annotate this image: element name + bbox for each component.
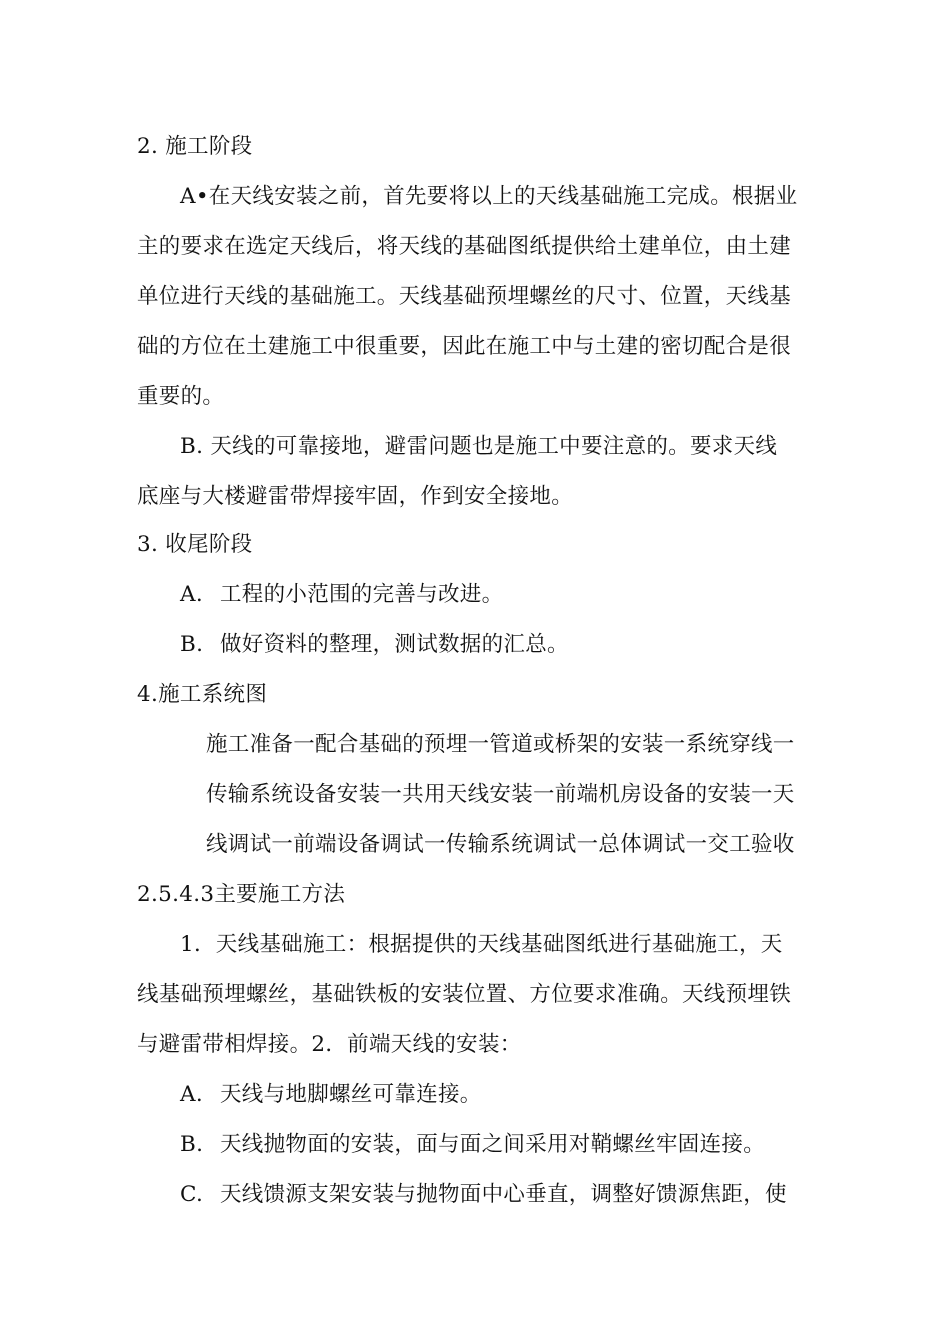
list-item-text: 做好资料的整理，测试数据的汇总。 [220,632,569,657]
list-marker: A. [180,1082,203,1107]
list-item-text: 天线与地脚螺丝可靠连接。 [220,1082,482,1107]
list-marker: B. [180,632,204,657]
section-heading-system-diagram: 4.施工系统图 [137,682,268,707]
methods-paragraph-line: 线基础预埋螺丝，基础铁板的安装位置、方位要求准确。天线预埋铁 [137,982,792,1007]
section-heading-closing-stage: 3. 收尾阶段 [137,532,253,557]
list-item [180,630,569,660]
methods-paragraph-line: 与避雷带相焊接。2．前端天线的安装： [137,1032,522,1057]
list-marker: A. [180,582,203,607]
list-marker: C. [180,1182,204,1207]
paragraph-a-line: 重要的。 [137,384,225,409]
paragraph-a-line: 础的方位在土建施工中很重要，因此在施工中与土建的密切配合是很 [137,334,792,359]
flow-line: 传输系统设备安装一共用天线安装一前端机房设备的安装一天 [206,782,795,807]
flow-line: 线调试一前端设备调试一传输系统调试一总体调试一交工验收 [206,832,795,857]
paragraph-a-line: A•在天线安装之前，首先要将以上的天线基础施工完成。根据业 [180,184,798,209]
section-heading-main-methods: 2.5.4.3主要施工方法 [137,882,346,907]
list-item [180,1130,765,1160]
list-marker: B. [180,1132,204,1157]
paragraph-a-line: 单位进行天线的基础施工。天线基础预埋螺丝的尺寸、位置，天线基 [137,284,792,309]
list-item-text: 天线馈源支架安装与抛物面中心垂直，调整好馈源焦距，使 [220,1182,787,1207]
flow-line: 施工准备一配合基础的预埋一管道或桥架的安装一系统穿线一 [206,732,795,757]
methods-paragraph-line: 1．天线基础施工：根据提供的天线基础图纸进行基础施工，天 [180,932,783,957]
list-item-text: 天线抛物面的安装，面与面之间采用对鞘螺丝牢固连接。 [220,1132,766,1157]
list-item [180,1080,482,1110]
paragraph-b-line: B. 天线的可靠接地，避雷问题也是施工中要注意的。要求天线 [180,434,778,459]
list-item [180,1180,787,1210]
paragraph-a-line: 主的要求在选定天线后，将天线的基础图纸提供给土建单位，由土建 [137,234,792,259]
paragraph-b-line: 底座与大楼避雷带焊接牢固，作到安全接地。 [137,484,574,509]
section-heading-construction-stage: 2. 施工阶段 [137,134,253,159]
list-item-text: 工程的小范围的完善与改进。 [220,582,504,607]
list-item [180,580,503,610]
